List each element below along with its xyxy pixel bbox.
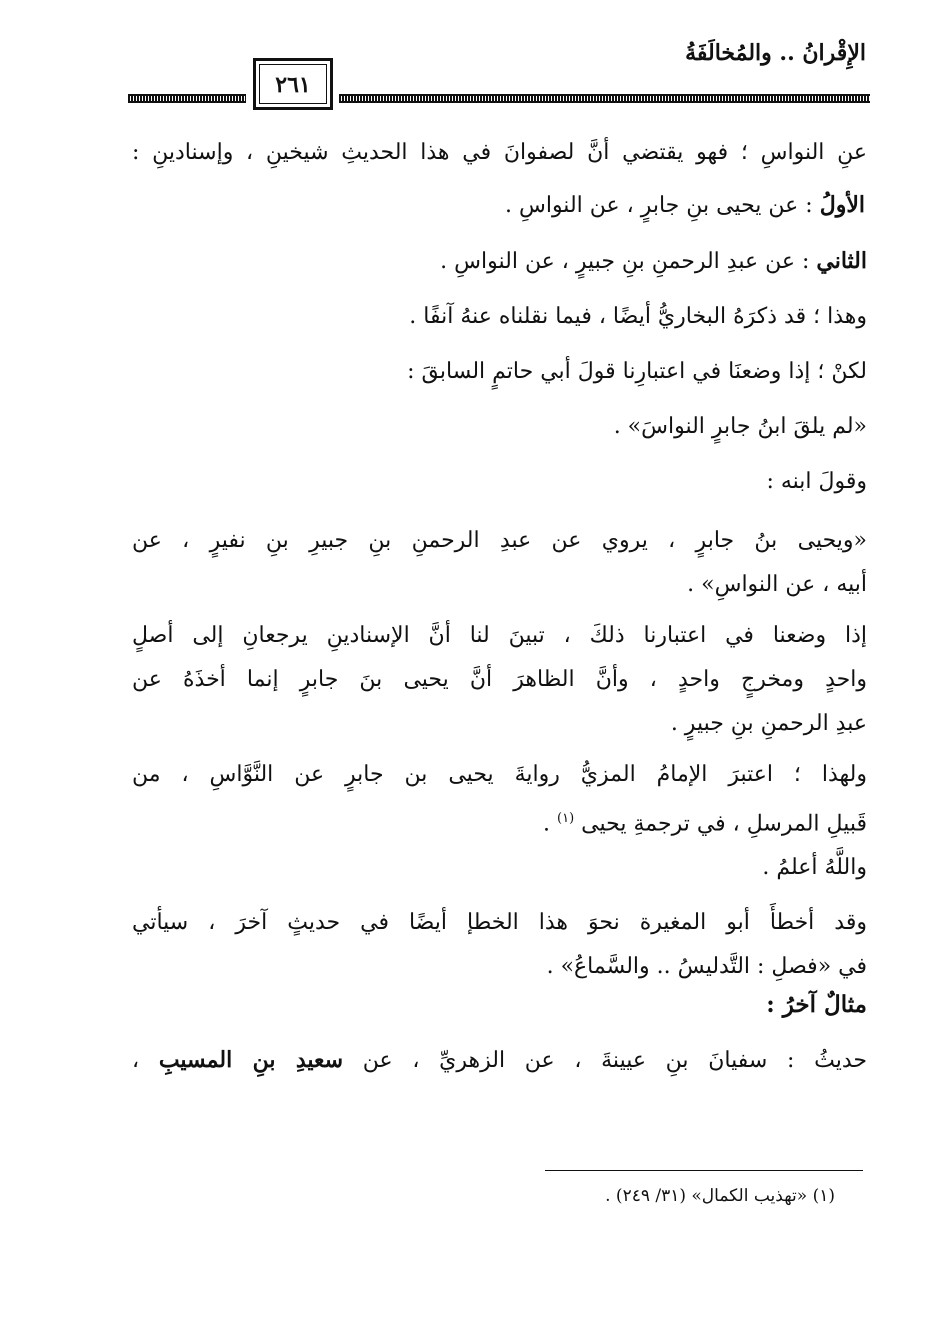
footnote: (١) «تهذيب الكمال» (٣١/ ٢٤٩) .	[605, 1186, 835, 1206]
last-line-end: ،	[132, 1048, 159, 1074]
narrator-name: سعيدِ بنِ المسيبِ	[158, 1047, 344, 1074]
header-rule-left	[128, 94, 246, 103]
paragraph-text-end: .	[543, 811, 551, 837]
page-number: ٢٦١	[275, 72, 311, 98]
paragraph-line-with-footnote	[132, 802, 867, 841]
header-rule-right	[339, 94, 870, 103]
running-title: الإِقْرانُ .. والمُخالَفَةُ	[685, 40, 866, 66]
text-line: عنِ النواسِ ؛ فهو يقتضي أنَّ لصفوانَ في هذا الحديثِ شيخينِ ، وإسنادينِ :	[132, 140, 867, 165]
first-label: الأولُ	[819, 192, 865, 218]
paragraph-text: قَبيلِ المرسلِ ، في ترجمةِ يحيى	[581, 811, 867, 837]
footnote-reference: (١)	[557, 811, 575, 826]
section-heading: مثالٌ آخرُ :	[766, 991, 867, 1019]
paragraph-line: ولهذا ؛ اعتبرَ الإمامُ المزيُّ روايةَ يحيى بن جابرٍ عن النَّوَّاسِ ، من	[132, 762, 867, 787]
first-text: : عن يحيى بنِ جابرٍ ، عن النواسِ .	[504, 193, 813, 218]
text-line-second-chain	[132, 244, 867, 279]
paragraph-line: واحدٍ ومخرجٍ واحدٍ ، وأنَّ الظاهرَ أنَّ يحيى بنَ جابرٍ إنما أخذَهُ عن	[132, 667, 867, 692]
paragraph-line: عبدِ الرحمنِ بنِ جبيرٍ .	[670, 711, 867, 736]
quote-line: أبيه ، عن النواسِ» .	[687, 572, 867, 597]
text-line: وقولَ ابنه :	[766, 469, 867, 494]
body-text	[132, 136, 867, 1078]
page-header	[128, 38, 868, 110]
paragraph-line: وقد أخطأَ أبو المغيرة نحوَ هذا الخطإ أيضًا في حديثٍ آخرَ ، سيأتي	[132, 910, 867, 936]
quote-line: «ويحيى بنُ جابرٍ ، يروي عن عبدِ الرحمنِ بنِ جبيرِ بنِ نفيرٍ ، عن	[132, 528, 867, 553]
text-line: «لم يلقَ ابنُ جابرٍ النواسَ» .	[613, 414, 867, 439]
text-line: لكنْ ؛ إذا وضعنَا في اعتبارِنا قولَ أبي حاتمٍ السابقَ :	[407, 359, 867, 384]
text-line: واللَّهُ أعلمُ .	[762, 855, 867, 881]
paragraph-line: في «فصلِ : التَّدليسُ .. والسَّماعُ» .	[546, 954, 867, 980]
page-number-box	[253, 58, 333, 110]
last-line-start: حديثُ : سفيانَ بنِ عيينةَ ، عن الزهريِّ ، عن	[362, 1048, 868, 1074]
footnote-divider	[545, 1170, 863, 1171]
paragraph-line: إذا وضعنا في اعتبارنا ذلكَ ، تبينَ لنا أنَّ الإسنادينِ يرجعانِ إلى أصلٍ	[132, 623, 867, 648]
second-text: : عن عبدِ الرحمنِ بنِ جبيرٍ ، عن النواسِ .	[440, 249, 810, 274]
second-label: الثاني	[816, 248, 867, 274]
text-line-last	[132, 1043, 867, 1078]
text-line: وهذا ؛ قد ذكرَهُ البخاريُّ أيضًا ، فيما نقلناه عنهُ آنفًا .	[409, 304, 867, 329]
text-line-first-chain	[132, 188, 867, 223]
